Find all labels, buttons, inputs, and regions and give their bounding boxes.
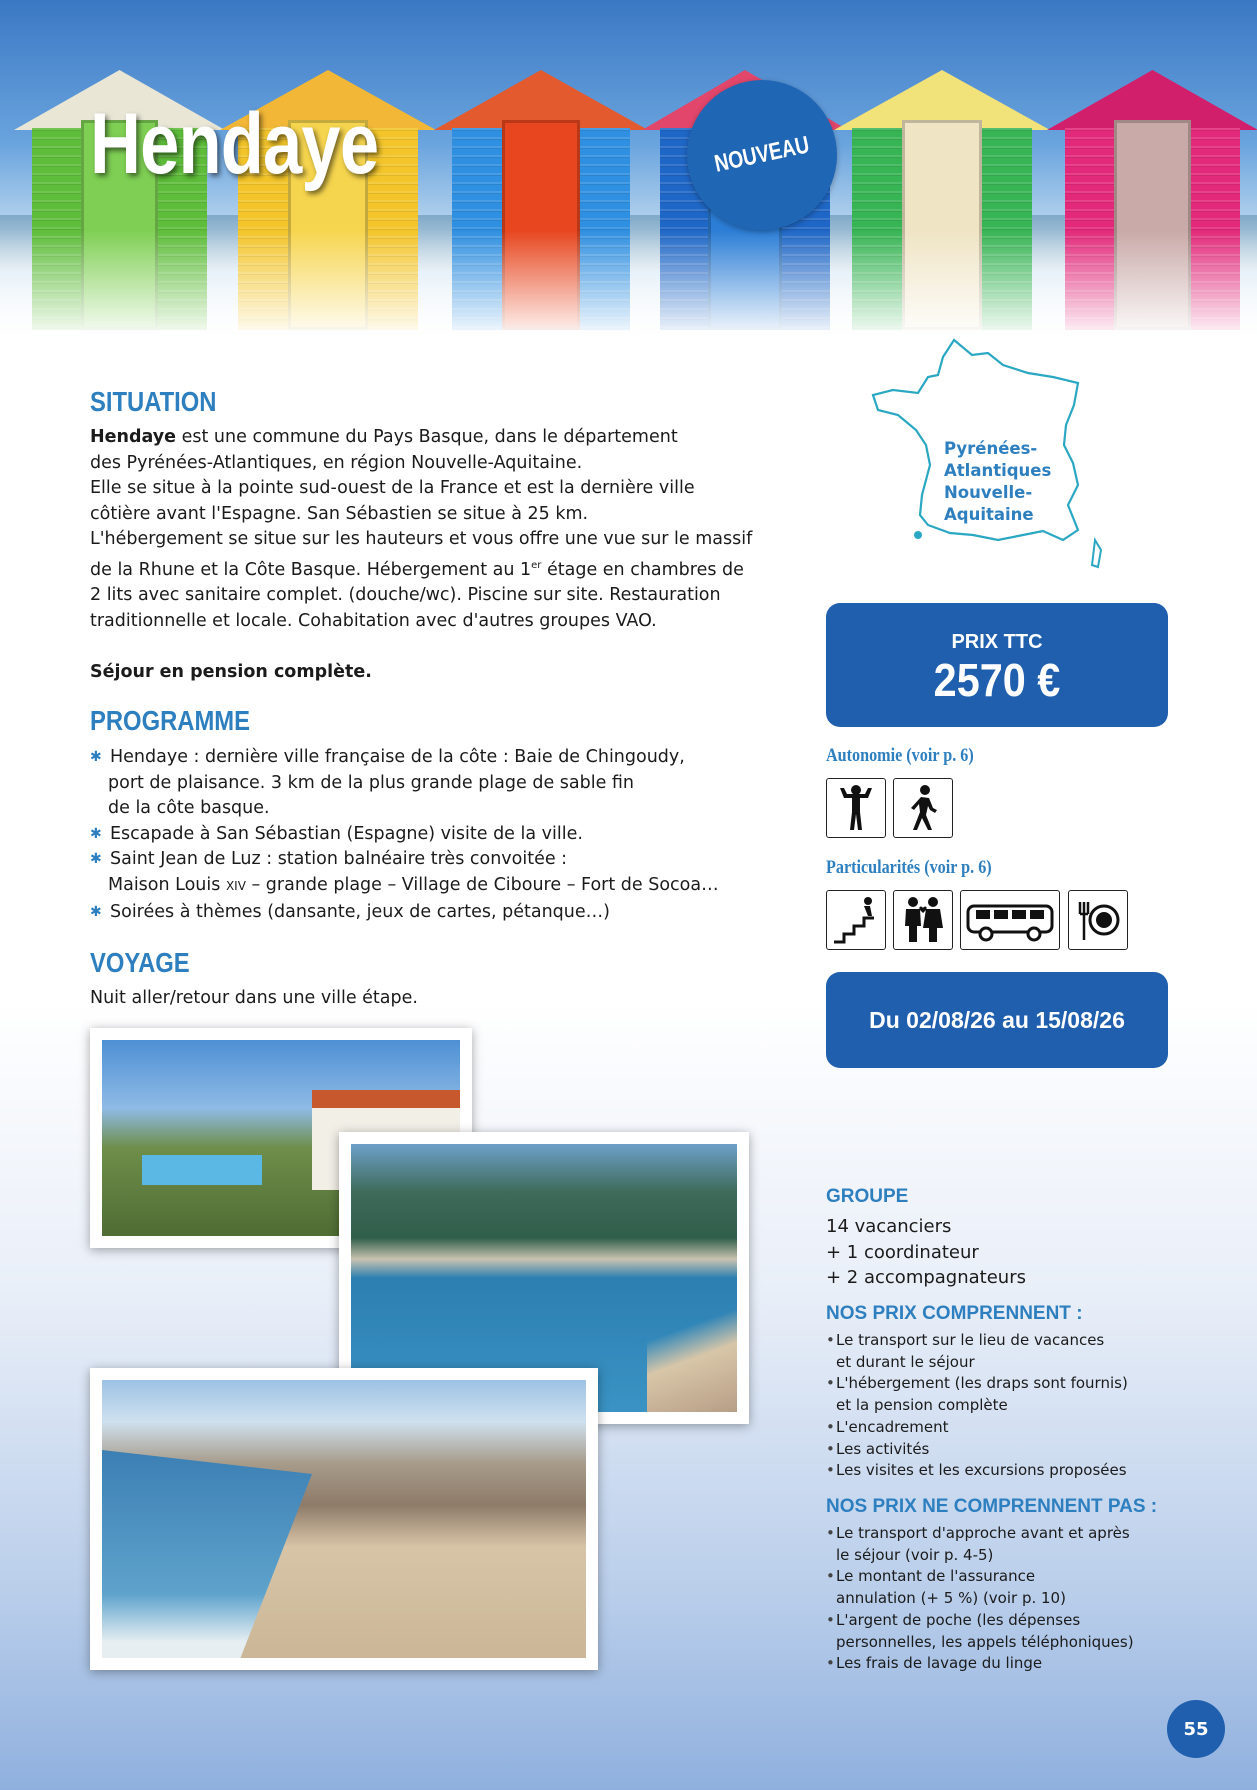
price-value: 2570 €: [933, 654, 1061, 706]
region-label: Pyrénées- Atlantiques Nouvelle- Aquitaine: [944, 439, 1052, 524]
autonomie-heading: Autonomie (voir p. 6): [826, 745, 974, 766]
comprennent-list: [826, 1330, 1166, 1482]
voyage-text: Nuit aller/retour dans une ville étape.: [90, 988, 418, 1008]
list-item: ✱ Hendaye : dernière ville française de la côte : Baie de Chingoudy,: [90, 745, 770, 771]
programme-heading: PROGRAMME: [90, 705, 250, 736]
list-item: ✱ Escapade à San Sébastian (Espagne) visite de la ville.: [90, 822, 770, 848]
new-badge-label: NOUVEAU: [712, 131, 812, 178]
list-item: • Les visites et les excursions proposées: [826, 1460, 1166, 1482]
new-badge: [687, 80, 837, 230]
list-item-continuation: le séjour (voir p. 4-5): [836, 1545, 994, 1564]
comprennent-heading: NOS PRIX COMPRENNENT :: [826, 1303, 1083, 1324]
programme-list: ✱ Hendaye : dernière ville française de la côte : Baie de Chingoudy, port de plaisance. 3 km de la plus grande plage de sable fin de la côte basque. ✱ Escapade à San Sébastian (Espagne) visite de la ville. ✱ Saint Jean de Luz : station balnéaire très convoitée : Maison Louis XIV – grande plage – Village de Ciboure – Fort de Socoa… ✱ Soirées à thèmes (dansante, jeux de cartes, pétanque…): [90, 745, 770, 925]
list-item: • Le transport d'approche avant et après: [826, 1523, 1166, 1545]
list-item: ✱ Soirées à thèmes (dansante, jeux de cartes, pétanque…): [90, 900, 770, 926]
meal-icon: [1068, 890, 1128, 950]
situation-text: Hendaye est une commune du Pays Basque, dans le département des Pyrénées-Atlantiques, en région Nouvelle-Aquitaine. Elle se situe à la pointe sud-ouest de la France et est la dernière ville côtière avant l'Espagne. San Sébastien se situe à 25 km. L'hébergement se situe sur les hauteurs et vous offre une vue sur le massif de la Rhune et la Côte Basque. Hébergement au 1er étage en chambres de 2 lits avec sanitaire complet. (douche/wc). Piscine sur site. Restauration traditionnelle et locale. Cohabitation avec d'autres groupes VAO. Séjour en pension complète.: [90, 427, 753, 682]
pension-text: Séjour en pension complète.: [90, 661, 372, 682]
list-item: • Les frais de lavage du linge: [826, 1653, 1166, 1675]
list-item: • L'encadrement: [826, 1417, 1166, 1439]
list-item-continuation: et la pension complète: [836, 1396, 1008, 1415]
list-item: • L'hébergement (les draps sont fournis): [826, 1373, 1166, 1395]
voyage-heading: VOYAGE: [90, 947, 190, 978]
photo-beach: [90, 1368, 598, 1670]
ne-comprennent-heading: NOS PRIX NE COMPRENNENT PAS :: [826, 1496, 1158, 1517]
groupe-heading: GROUPE: [826, 1186, 909, 1207]
price-label: PRIX TTC: [951, 631, 1043, 653]
ne-comprennent-list: [826, 1523, 1166, 1675]
list-item-continuation: et durant le séjour: [836, 1352, 975, 1371]
list-item: • L'argent de poche (les dépenses: [826, 1610, 1166, 1632]
list-item: ✱ Saint Jean de Luz : station balnéaire très convoitée :: [90, 847, 770, 873]
couple-icon: [893, 890, 953, 950]
groupe-details: 14 vacanciers + 1 coordinateur + 2 accompagnateurs: [826, 1216, 1026, 1288]
stairs-icon: [826, 890, 886, 950]
location-dot: [914, 531, 922, 539]
list-item: • Le transport sur le lieu de vacances: [826, 1330, 1166, 1352]
price-box: [826, 603, 1168, 727]
header-banner: [0, 0, 1257, 360]
situation-bold-name: Hendaye: [90, 427, 177, 447]
page-number: 55: [1167, 1700, 1225, 1758]
person-walking-icon: [893, 778, 953, 838]
page-title: Hendaye: [90, 96, 379, 192]
situation-heading: SITUATION: [90, 386, 217, 417]
list-item: • Le montant de l'assurance: [826, 1566, 1166, 1588]
list-item-continuation: annulation (+ 5 %) (voir p. 10): [836, 1589, 1066, 1608]
person-standing-icon: [826, 778, 886, 838]
dates-box: Du 02/08/26 au 15/08/26: [826, 972, 1168, 1068]
particularites-heading: Particularités (voir p. 6): [826, 857, 992, 878]
list-item: • Les activités: [826, 1439, 1166, 1461]
list-item-continuation: personnelles, les appels téléphoniques): [836, 1632, 1134, 1651]
minibus-icon: [960, 890, 1060, 950]
